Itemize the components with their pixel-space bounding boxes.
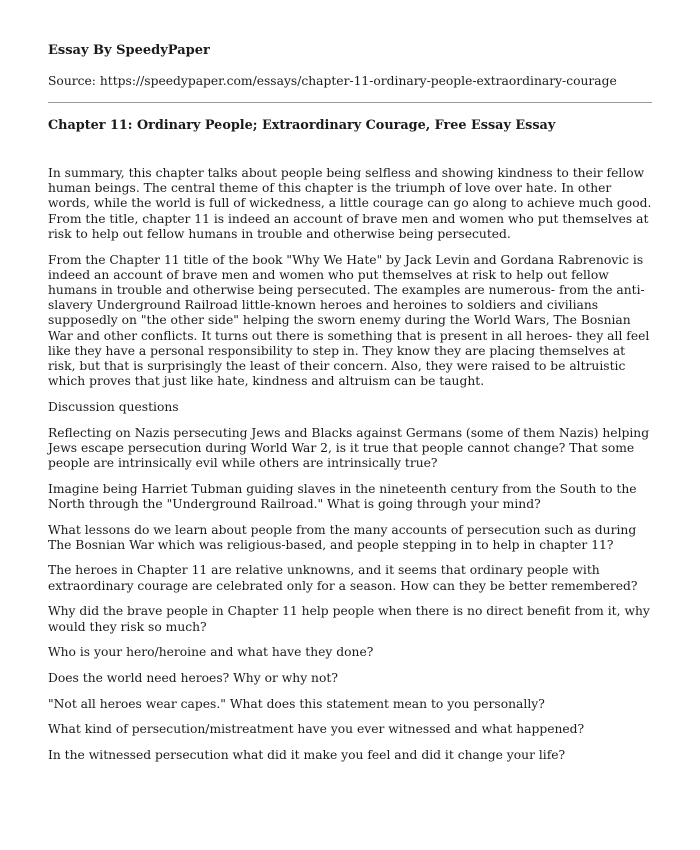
essay-brand: Essay By SpeedyPaper: [48, 43, 210, 58]
question-item: Why did the brave people in Chapter 11 help people when there is no direct benefit from it, why would they risk so much?: [48, 604, 650, 634]
source-line: [48, 73, 652, 89]
essay-title: Chapter 11: Ordinary People; Extraordinary Courage, Free Essay Essay: [48, 118, 556, 133]
question-item: Reflecting on Nazis persecuting Jews and Blacks against Germans (some of them Nazis) helping Jews escape persecution during World War 2, is it true that people cannot change? That some people are intrinsically evil while others are intrinsically true?: [48, 425, 650, 470]
question-item: Who is your hero/heroine and what have they done?: [48, 645, 374, 660]
header-divider: [48, 102, 652, 103]
question-item: What kind of persecution/mistreatment have you ever witnessed and what happened?: [48, 722, 585, 737]
question-item: Imagine being Harriet Tubman guiding slaves in the nineteenth century from the South to the North through the "Underground Railroad." What is going through your mind?: [48, 481, 637, 511]
source-label: Source:: [48, 74, 96, 88]
source-url[interactable]: https://speedypaper.com/essays/chapter-11-ordinary-people-extraordinary-courage: [99, 74, 617, 88]
question-item: What lessons do we learn about people from the many accounts of persecution such as during The Bosnian War which was religious-based, and people stepping in to help in chapter 11?: [48, 522, 637, 552]
question-item: The heroes in Chapter 11 are relative unknowns, and it seems that ordinary people with extraordinary courage are celebrated only for a season. How can they be better remembered?: [48, 563, 638, 593]
question-item: "Not all heroes wear capes." What does this statement mean to you personally?: [48, 696, 545, 711]
discussion-heading: Discussion questions: [48, 399, 179, 414]
paragraph-body: From the Chapter 11 title of the book "Why We Hate" by Jack Levin and Gordana Rabrenovic is indeed an account of brave men and women who put themselves at risk to help out fellow humans in trouble and otherwise being persecuted. The examples are numerous- from the anti-slavery Underground Railroad little-known heroes and heroines to soldiers and civilians supposedly on "the other side" helping the sworn enemy during the World Wars, The Bosnian War and other conflicts. It turns out there is something that is present in all heroes- they all feel like they have a personal responsibility to step in. They know they are placing themselves at risk, but that is surprisingly the least of their concern. Also, they were raised to be altruistic which proves that just like hate, kindness and altruism can be taught.: [48, 252, 650, 389]
question-item: In the witnessed persecution what did it make you feel and did it change your life?: [48, 748, 566, 763]
paragraph-summary: In summary, this chapter talks about people being selfless and showing kindness to their fellow human beings. The central theme of this chapter is the triumph of love over hate. In other words, while the world is full of wickedness, a little courage can go along to achieve much good. From the title, chapter 11 is indeed an account of brave men and women who put themselves at risk to help out fellow humans in trouble and otherwise being persecuted.: [48, 166, 652, 241]
question-item: Does the world need heroes? Why or why not?: [48, 670, 338, 685]
